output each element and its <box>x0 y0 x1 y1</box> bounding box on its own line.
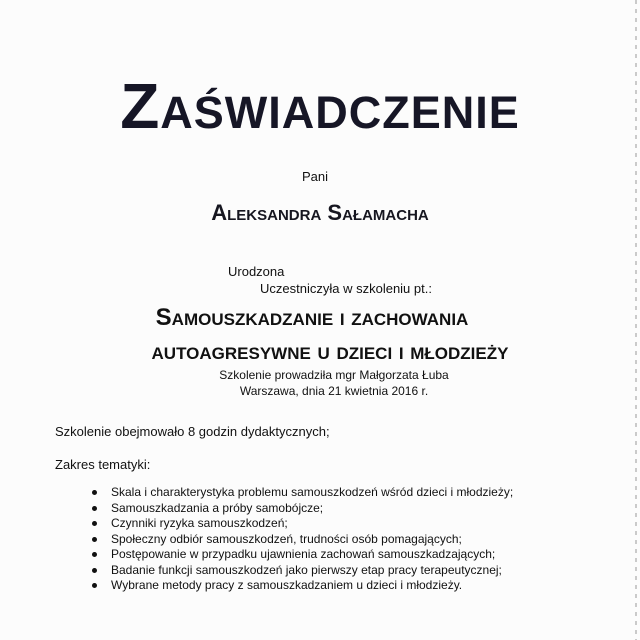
topic-text: Czynniki ryzyka samouszkodzeń; <box>111 516 288 530</box>
list-item <box>92 516 513 532</box>
list-item <box>92 485 513 501</box>
topics-list <box>92 485 513 594</box>
list-item <box>92 501 513 517</box>
scope-label: Zakres tematyki: <box>55 457 151 472</box>
salutation: Pani <box>302 169 329 184</box>
course-title-line1: Samouszkadzanie i zachowania <box>155 304 469 331</box>
bullet-icon <box>92 537 97 542</box>
list-item <box>92 578 513 594</box>
list-item <box>92 547 513 563</box>
bullet-icon <box>92 552 97 557</box>
list-item <box>92 532 513 548</box>
list-item <box>92 563 513 579</box>
born-label: Urodzona <box>228 264 285 279</box>
recipient-name: Aleksandra Sałamacha <box>211 200 429 225</box>
topic-text: Postępowanie w przypadku ujawnienia zachowań samouszkadzających; <box>111 547 496 561</box>
topic-text: Społeczny odbiór samouszkodzeń, trudności osób pomagających; <box>111 531 462 546</box>
topic-text: Samouszkadzania a próby samobójcze; <box>111 500 324 515</box>
trainer-text: Szkolenie prowadziła mgr Małgorzata Łuba <box>219 368 449 382</box>
bullet-icon <box>92 490 97 495</box>
bullet-icon <box>92 506 97 511</box>
bullet-icon <box>92 521 97 526</box>
hours-text: Szkolenie obejmowało 8 godzin dydaktycznych; <box>55 424 330 439</box>
document-title: Zaświadczenie <box>120 70 520 142</box>
bullet-icon <box>92 583 97 588</box>
participation-text: Uczestniczyła w szkoleniu pt.: <box>260 281 432 296</box>
place-date: Warszawa, dnia 21 kwietnia 2016 r. <box>239 384 429 398</box>
topic-text: Wybrane metody pracy z samouszkadzaniem u dzieci i młodzieży. <box>111 578 463 592</box>
topic-text: Badanie funkcji samouszkodzeń jako pierwszy etap pracy terapeutycznej; <box>111 562 502 577</box>
course-title-line2: autoagresywne u dzieci i młodzieży <box>151 338 509 365</box>
bullet-icon <box>92 568 97 573</box>
topic-text: Skala i charakterystyka problemu samouszkodzeń wśród dzieci i młodzieży; <box>111 485 514 499</box>
